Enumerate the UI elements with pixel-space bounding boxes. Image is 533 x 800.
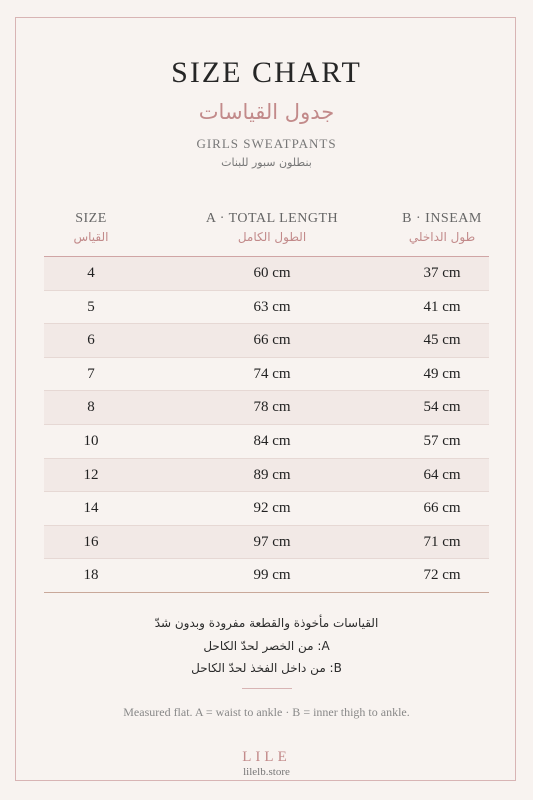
size-cell: 18	[83, 567, 99, 584]
total-length-cell: 63 cm	[253, 298, 291, 315]
website-link[interactable]: lilelb.store	[243, 766, 290, 778]
total-length-cell: 84 cm	[253, 432, 291, 449]
total-length-cell: 92 cm	[253, 500, 291, 517]
product-subtitle: GIRLS SWEATPANTS	[196, 136, 337, 151]
table-row	[44, 358, 489, 392]
size-cell: 14	[83, 500, 99, 517]
size-cell: 10	[83, 432, 99, 449]
size-cell: 5	[87, 298, 95, 315]
column-header-label: B · INSEAM	[402, 211, 482, 226]
inseam-cell: 64 cm	[423, 466, 461, 483]
note-arabic-b: B: من داخل الفخذ لحدّ الكاحل	[191, 661, 342, 675]
total-length-cell: 60 cm	[253, 265, 291, 281]
size-table	[44, 256, 489, 593]
column-header-label-arabic: طول الداخلي	[408, 230, 476, 244]
table-row	[44, 559, 489, 592]
table-row	[44, 257, 489, 291]
note-arabic-measured-flat: القياسات مأخوذة والقطعة مفرودة وبدون شدّ	[154, 616, 379, 630]
brand-logo: LILE	[242, 749, 291, 765]
total-length-cell: 99 cm	[253, 567, 291, 584]
page-title-arabic: جدول القياسات	[198, 100, 335, 124]
size-cell: 7	[87, 365, 95, 382]
inseam-cell: 49 cm	[423, 365, 461, 382]
column-header-label: A · TOTAL LENGTH	[205, 211, 339, 226]
size-cell: 4	[87, 265, 95, 281]
page-title: SIZE CHART	[171, 56, 362, 89]
table-row	[44, 492, 489, 526]
column-header-size	[44, 211, 138, 244]
table-row	[44, 391, 489, 425]
inseam-cell: 41 cm	[423, 298, 461, 315]
column-header-label: SIZE	[75, 211, 107, 226]
inseam-cell: 57 cm	[423, 432, 461, 449]
inseam-cell: 45 cm	[423, 332, 461, 349]
column-header-label-arabic: القياس	[73, 230, 109, 244]
table-row	[44, 291, 489, 325]
inseam-cell: 66 cm	[423, 500, 461, 517]
size-cell: 6	[87, 332, 95, 349]
size-cell: 8	[87, 399, 95, 416]
column-header-label-arabic: الطول الكامل	[237, 230, 307, 244]
product-subtitle-arabic: بنطلون سبور للبنات	[221, 156, 312, 169]
table-row	[44, 459, 489, 493]
note-english: Measured flat. A = waist to ankle · B = inner thigh to ankle.	[123, 705, 410, 719]
inseam-cell: 37 cm	[423, 265, 461, 281]
table-row	[44, 526, 489, 560]
inseam-cell: 72 cm	[423, 567, 461, 584]
size-cell: 12	[83, 466, 99, 483]
table-row	[44, 425, 489, 459]
table-row	[44, 324, 489, 358]
note-arabic-a: A: من الخصر لحدّ الكاحل	[203, 639, 330, 653]
total-length-cell: 66 cm	[253, 332, 291, 349]
divider	[242, 688, 292, 689]
total-length-cell: 89 cm	[253, 466, 291, 483]
column-header-total-length	[172, 211, 372, 244]
inseam-cell: 54 cm	[423, 399, 461, 416]
total-length-cell: 97 cm	[253, 533, 291, 550]
column-header-inseam	[382, 211, 502, 244]
total-length-cell: 78 cm	[253, 399, 291, 416]
table-header	[44, 211, 489, 253]
inseam-cell: 71 cm	[423, 533, 461, 550]
total-length-cell: 74 cm	[253, 365, 291, 382]
size-cell: 16	[83, 533, 99, 550]
